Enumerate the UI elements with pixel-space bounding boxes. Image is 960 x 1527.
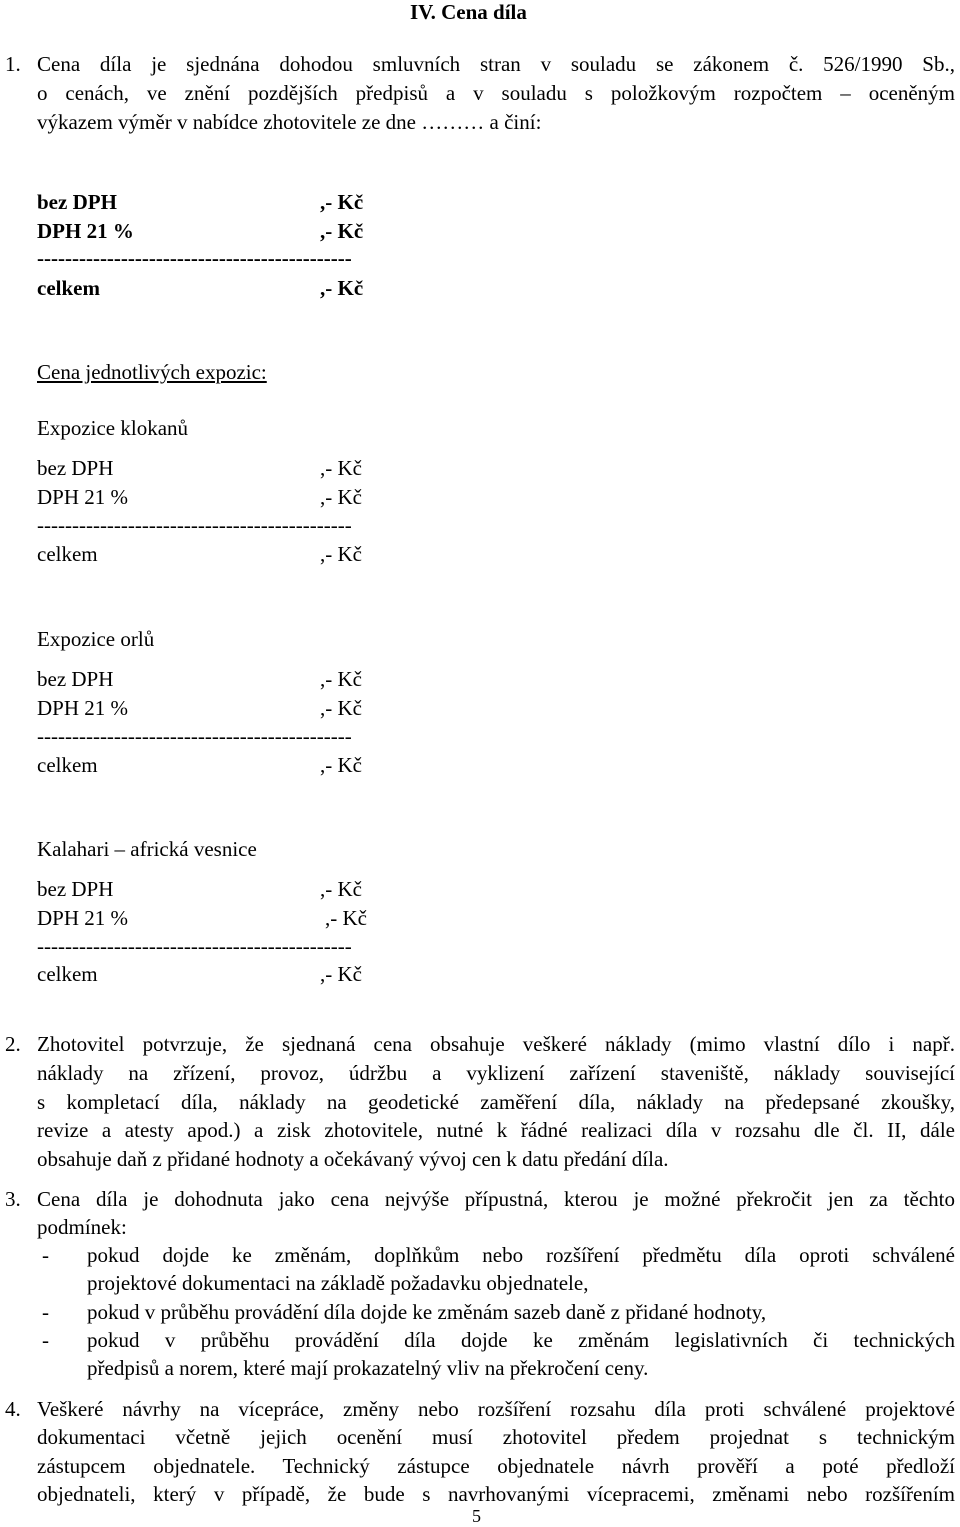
- bullet-text: pokud v průběhu provádění díla dojde ke změnám legislativních či technických: [87, 1328, 955, 1352]
- paragraph-1-line: o cenách, ve znění pozdějších předpisů a v souladu s položkovým rozpočtem – oceněným: [37, 81, 955, 105]
- bullet-text: předpisů a norem, které mají prokazatelný vliv na překročení ceny.: [87, 1356, 649, 1380]
- bullet-dash: -: [42, 1243, 49, 1267]
- paragraph-1-line: výkazem výměr v nabídce zhotovitele ze dne ……… a činí:: [37, 110, 542, 134]
- bullet-text: pokud v průběhu provádění díla dojde ke změnám sazeb daně z přidané hodnoty,: [87, 1300, 767, 1324]
- total-celkem-label: celkem: [37, 276, 100, 300]
- total-divider: ---------------------------------------------: [37, 246, 352, 270]
- paragraph-2-line: revize a atesty apod.) a zisk zhotovitele, nutné k řádné realizaci díla v rozsahu dle čl. II, dále: [37, 1118, 955, 1142]
- bullet-text: pokud dojde ke změnám, doplňkům nebo rozšíření předmětu díla oproti schválené: [87, 1243, 955, 1267]
- paragraph-2-line: Zhotovitel potvrzuje, že sjednaná cena obsahuje veškeré náklady (mimo vlastní dílo i např.: [37, 1032, 955, 1056]
- expo-dph-value: ,- Kč: [320, 696, 362, 720]
- expo-celkem-value: ,- Kč: [320, 962, 362, 986]
- section-heading: IV. Cena díla: [410, 0, 527, 24]
- expo-name: Expozice orlů: [37, 627, 155, 651]
- expo-bez-dph-label: bez DPH: [37, 667, 114, 691]
- paragraph-2-line: náklady na zřízení, provoz, údržbu a vyklizení zařízení staveniště, náklady související: [37, 1061, 955, 1085]
- paragraph-2-line: s kompletací díla, náklady na geodetické zaměření díla, náklady na předepsané zkoušky,: [37, 1090, 955, 1114]
- expo-divider: ---------------------------------------------: [37, 513, 352, 537]
- paragraph-2-number: 2.: [5, 1032, 21, 1056]
- page-number: 5: [472, 1506, 481, 1526]
- total-dph-value: ,- Kč: [320, 219, 364, 243]
- expo-dph-label: DPH 21 %: [37, 696, 129, 720]
- expo-bez-dph-label: bez DPH: [37, 877, 114, 901]
- bullet-text: projektové dokumentaci na základě požadavku objednatele,: [87, 1271, 589, 1295]
- expo-section-title: Cena jednotlivých expozic:: [37, 360, 267, 384]
- paragraph-4-line: zástupcem objednatele. Technický zástupce objednatele návrh prověří a poté předloží: [37, 1454, 955, 1478]
- expo-name: Kalahari – africká vesnice: [37, 837, 257, 861]
- expo-divider: ---------------------------------------------: [37, 724, 352, 748]
- expo-celkem-label: celkem: [37, 962, 98, 986]
- paragraph-3-line: Cena díla je dohodnuta jako cena nejvýše přípustná, kterou je možné překročit jen za těchto: [37, 1187, 955, 1211]
- expo-celkem-label: celkem: [37, 753, 98, 777]
- expo-dph-value: ,- Kč: [320, 485, 362, 509]
- expo-celkem-value: ,- Kč: [320, 753, 362, 777]
- expo-dph-label: DPH 21 %: [37, 485, 129, 509]
- expo-celkem-label: celkem: [37, 542, 98, 566]
- paragraph-2-line: obsahuje daň z přidané hodnoty a očekávaný vývoj cen k datu předání díla.: [37, 1147, 669, 1171]
- expo-bez-dph-value: ,- Kč: [320, 877, 362, 901]
- paragraph-3-line: podmínek:: [37, 1215, 127, 1239]
- paragraph-4-line: dokumentaci včetně jejich ocenění musí zhotovitel předem projednat s technickým: [37, 1425, 955, 1449]
- total-bez-dph-value: ,- Kč: [320, 190, 364, 214]
- total-bez-dph-label: bez DPH: [37, 190, 117, 214]
- paragraph-4-number: 4.: [5, 1397, 21, 1421]
- bullet-dash: -: [42, 1328, 49, 1352]
- expo-dph-label: DPH 21 %: [37, 906, 129, 930]
- paragraph-1-number: 1.: [5, 52, 21, 76]
- paragraph-1-line: Cena díla je sjednána dohodou smluvních stran v souladu se zákonem č. 526/1990 Sb.,: [37, 52, 955, 76]
- paragraph-4-line: Veškeré návrhy na vícepráce, změny nebo rozšíření rozsahu díla proti schválené projektové: [37, 1397, 955, 1421]
- bullet-dash: -: [42, 1300, 49, 1324]
- expo-bez-dph-label: bez DPH: [37, 456, 114, 480]
- total-dph-label: DPH 21 %: [37, 219, 134, 243]
- expo-divider: ---------------------------------------------: [37, 934, 352, 958]
- expo-bez-dph-value: ,- Kč: [320, 456, 362, 480]
- paragraph-3-number: 3.: [5, 1187, 21, 1211]
- total-celkem-value: ,- Kč: [320, 276, 364, 300]
- expo-celkem-value: ,- Kč: [320, 542, 362, 566]
- paragraph-4-line: objednateli, který v případě, že bude s navrhovanými vícepracemi, změnami nebo rozšířením: [37, 1482, 955, 1506]
- expo-name: Expozice klokanů: [37, 416, 189, 440]
- expo-dph-value: ,- Kč: [325, 906, 367, 930]
- expo-bez-dph-value: ,- Kč: [320, 667, 362, 691]
